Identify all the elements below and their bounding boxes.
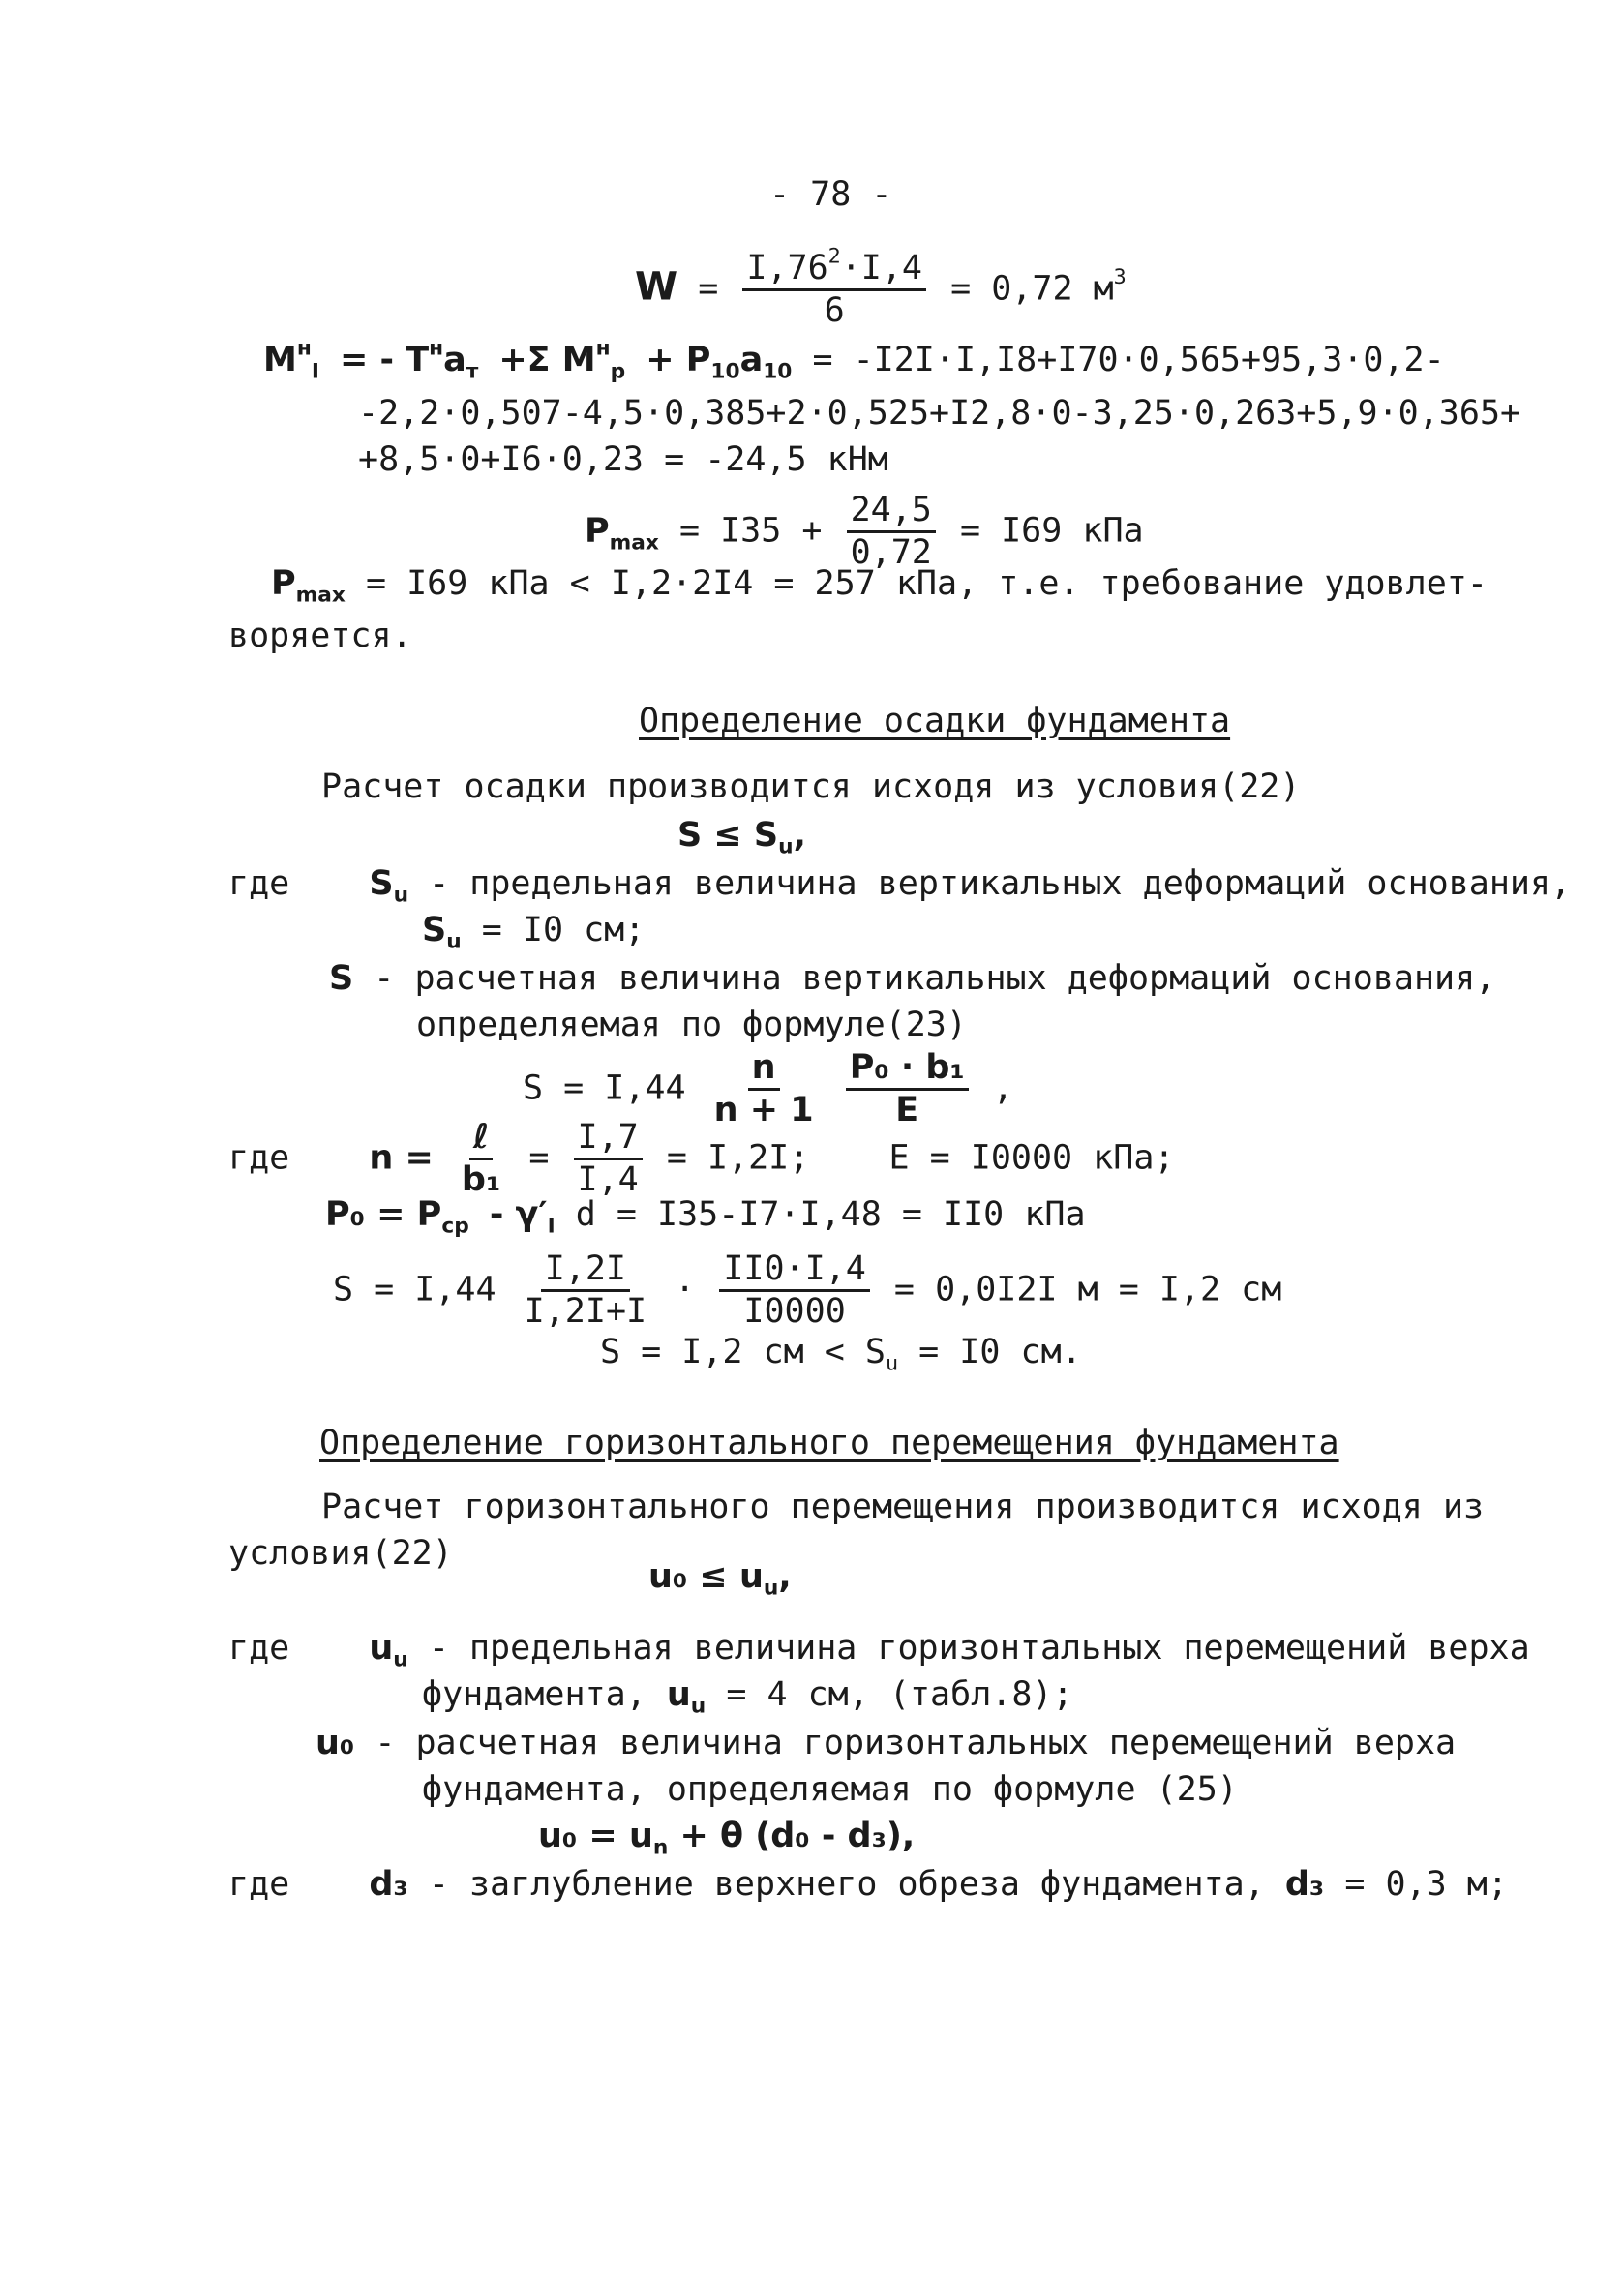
s-calculation: S = I,44 $\frac{I,2I}{I,2I+I}$ · $\frac{II0\cdot I,4}{I0000}$ = 0,0I2I м = I,2 см bbox=[333, 1249, 1282, 1331]
moment-formula-line-2: -2,2·0,507-4,5·0,385+2·0,525+I2,8·0-3,25·0,263+5,9·0,365+ bbox=[358, 394, 1521, 433]
pmax-formula: $P_{max} = I35$ + $\frac{24,5}{0,72}$ = I69 кПа bbox=[585, 491, 1144, 572]
su-definition: где $S_u$ - предельная величина вертикальных деформаций основания, bbox=[228, 864, 1572, 908]
moment-formula-line-1: $M^н_I$ = - $T^нa_т +\Sigma$ $M^н_р + P_{10}a_{10} = -I2I\cdot I,I8+I70\cdot 0,565+95,3\cdot 0,2-$ bbox=[263, 336, 1445, 384]
u0-formula: $u_0 = u_n + \theta$ (d₀ - d₃), bbox=[538, 1817, 916, 1860]
moment-formula-line-3: +8,5·0+I6·0,23 = -24,5 кНм bbox=[358, 440, 888, 479]
u0-definition: u₀ - расчетная величина горизонтальных перемещений верха bbox=[316, 1724, 1457, 1762]
s-result: S = I,2 см < $S_u = I0$ см. bbox=[600, 1333, 1082, 1376]
u0-definition-line-2: фундамента, определяемая по формуле (25) bbox=[422, 1770, 1238, 1809]
n-definition: где n = $\frac{\text{ℓ}}{\text{b₁}}$ = $\frac{I,7}{I,4}$ = I,2I; E = I0000 кПа; bbox=[228, 1118, 1175, 1199]
w-formula: W = $\frac{I,76^2\cdot I,4}{6}$ = 0,72 $м^3$ bbox=[635, 244, 1127, 330]
uu-definition: где $u_u$ - предельная величина горизонтальных перемещений верха bbox=[228, 1629, 1530, 1672]
page-number: - 78 - bbox=[769, 175, 892, 214]
s-definition: S - расчетная величина вертикальных деформаций основания, bbox=[329, 959, 1496, 998]
horizontal-condition: $u_0 \le u_u$, bbox=[648, 1557, 792, 1601]
horizontal-intro-line-1: Расчет горизонтального перемещения производится исходя из bbox=[321, 1488, 1485, 1526]
section-heading-horizontal: Определение горизонтального перемещения фундамента bbox=[319, 1424, 1339, 1462]
section-heading-settlement: Определение осадки фундамента bbox=[639, 702, 1231, 740]
horizontal-intro-line-2: условия(22) bbox=[228, 1534, 453, 1573]
uu-definition-line-2: фундамента, $u_u = 4$ см, (табл.8); bbox=[422, 1675, 1073, 1719]
settlement-condition: $S \le S_u$, bbox=[677, 816, 806, 859]
pmax-check-line-1: $P_{max} = I69$ кПа < I,2·2I4 = 257 кПа, т.е. требование удовлет- bbox=[271, 564, 1488, 608]
settlement-intro: Расчет осадки производится исходя из условия(22) bbox=[321, 767, 1301, 806]
pmax-check-line-2: воряется. bbox=[228, 617, 412, 655]
s-formula: S = I,44 $\frac{n}{n + 1}$ $\frac{\text{P₀ · b₁}}{E}$ , bbox=[523, 1048, 1013, 1129]
s-definition-line-2: определяемая по формуле(23) bbox=[416, 1006, 967, 1044]
d3-definition: где d₃ - заглубление верхнего обреза фундамента, d₃ = 0,3 м; bbox=[228, 1865, 1508, 1904]
su-value: $S_u = I0$ см; bbox=[422, 911, 646, 954]
p0-definition: $P_0 = P_{cp} - \gamma'_I$ d = I35-I7·I,48 = II0 кПа bbox=[325, 1195, 1086, 1239]
